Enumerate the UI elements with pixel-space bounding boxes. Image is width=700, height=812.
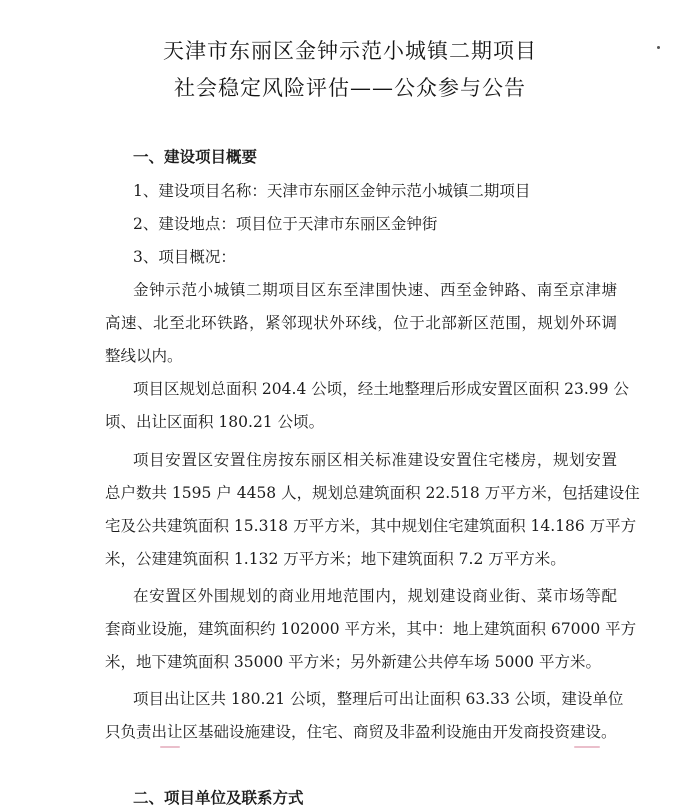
paragraph-line: 项目出让区共 180.21 公顷，整理后可出让面积 63.33 公顷，建设单位 (133, 690, 624, 708)
document-title-line-1: 天津市东丽区金钟示范小城镇二期项目 (163, 39, 537, 63)
paragraph-line: 总户数共 1595 户 4458 人，规划总建筑面积 22.518 万平方米，包括建设住 (105, 484, 640, 502)
paragraph-line: 项目区规划总面积 204.4 公顷，经土地整理后形成安置区面积 23.99 公 (133, 380, 629, 398)
section-1-heading: 一、建设项目概要 (133, 147, 258, 166)
paragraph-line: 米，地下建筑面积 35000 平方米；另外新建公共停车场 5000 平方米。 (105, 653, 601, 671)
scan-speck (657, 46, 660, 49)
section-2-heading: 二、项目单位及联系方式 (133, 788, 304, 807)
paragraph-line: 套商业设施，建筑面积约 102000 平方米，其中：地上建筑面积 67000 平方 (105, 620, 637, 638)
paragraph-line: 宅及公共建筑面积 15.318 万平方米，其中规划住宅建筑面积 14.186 万平方 (105, 517, 637, 535)
project-overview-item: 3、项目概况： (133, 248, 236, 266)
paragraph-line: 整线以内。 (105, 347, 183, 365)
paragraph-line: 在安置区外围规划的商业用地范围内，规划建设商业街、菜市场等配 (133, 587, 617, 605)
paragraph-line: 顷、出让区面积 180.21 公顷。 (105, 413, 325, 431)
project-location-item: 2、建设地点：项目位于天津市东丽区金钟街 (133, 215, 438, 233)
paragraph-line: 项目安置区安置住房按东丽区相关标准建设安置住宅楼房，规划安置 (133, 451, 617, 469)
paragraph-line: 金钟示范小城镇二期项目区东至津围快速、西至金钟路、南至京津塘 (133, 281, 617, 299)
paragraph-line: 只负责出让区基础设施建设，住宅、商贸及非盈利设施由开发商投资建设。 (105, 723, 617, 741)
paragraph-line: 高速、北至北环铁路，紧邻现状外环线，位于北部新区范围，规划外环调 (105, 314, 617, 332)
document-title-line-2: 社会稳定风险评估——公众参与公告 (174, 76, 526, 100)
project-name-item: 1、建设项目名称：天津市东丽区金钟示范小城镇二期项目 (133, 182, 531, 200)
scan-speck (160, 746, 180, 748)
paragraph-line: 米，公建建筑面积 1.132 万平方米；地下建筑面积 7.2 万平方米。 (105, 550, 566, 568)
scan-speck (574, 746, 600, 748)
